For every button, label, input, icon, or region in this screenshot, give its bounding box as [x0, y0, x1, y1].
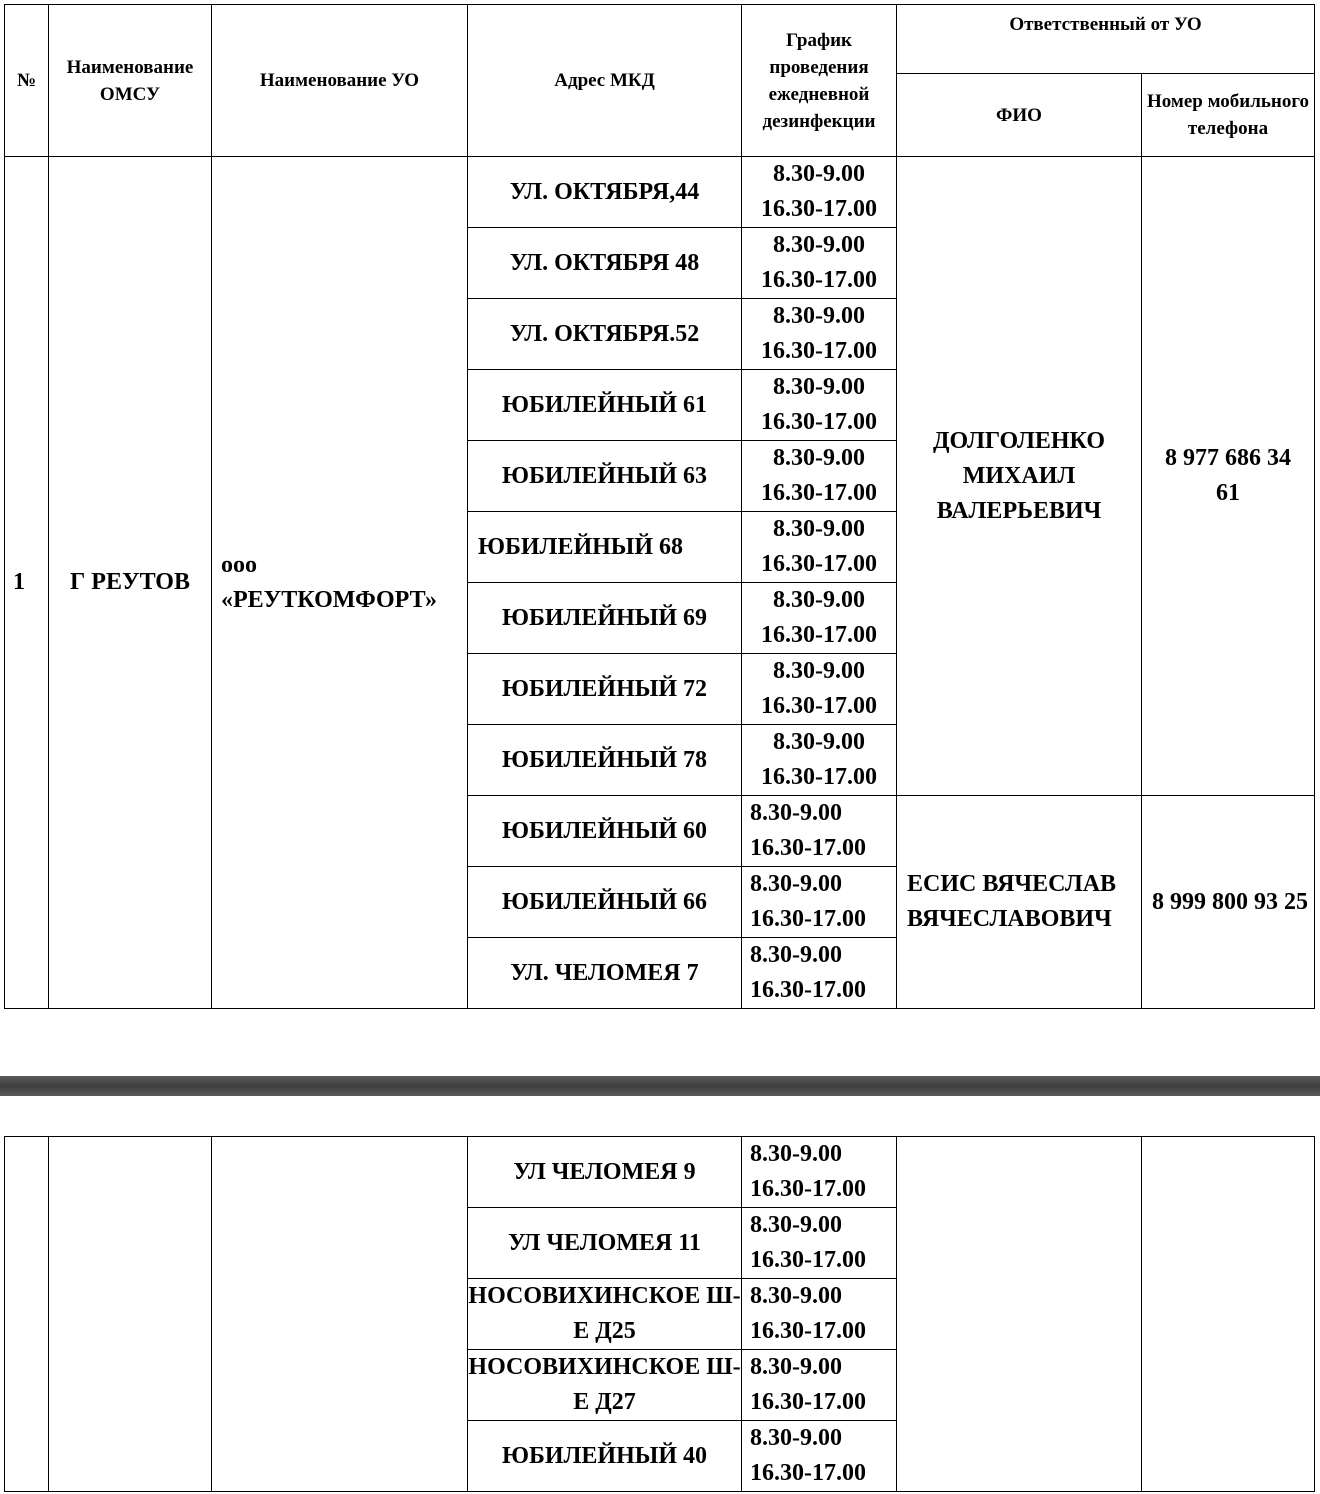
schedule-morning: 8.30-9.00 — [750, 1354, 842, 1380]
schedule-morning: 8.30-9.00 — [750, 1141, 842, 1167]
schedule-morning: 8.30-9.00 — [750, 871, 842, 897]
schedule-evening: 16.30-17.00 — [750, 1247, 866, 1273]
record-uo-line1: ооо — [221, 551, 257, 578]
page-separator — [0, 1076, 1320, 1096]
schedule-evening: 16.30-17.00 — [761, 551, 877, 577]
schedule-evening: 16.30-17.00 — [750, 1318, 866, 1344]
schedule-evening: 16.30-17.00 — [761, 480, 877, 506]
schedule-evening: 16.30-17.00 — [761, 338, 877, 364]
empty-uo-cell — [212, 1137, 468, 1492]
schedule-morning: 8.30-9.00 — [773, 729, 865, 755]
schedule-morning: 8.30-9.00 — [773, 445, 865, 471]
schedule-morning: 8.30-9.00 — [773, 516, 865, 542]
address-cell: ЮБИЛЕЙНЫЙ 60 — [468, 796, 742, 867]
responsible-fio-1: ДОЛГОЛЕНКО МИХАИЛ ВАЛЕРЬЕВИЧ — [897, 157, 1142, 796]
schedule-evening: 16.30-17.00 — [750, 1389, 866, 1415]
schedule-cell — [742, 1208, 897, 1279]
schedule-cell — [742, 725, 897, 796]
schedule-cell — [742, 938, 897, 1009]
address-cell: УЛ. ОКТЯБРЯ.52 — [468, 299, 742, 370]
address-cell: ЮБИЛЕЙНЫЙ 72 — [468, 654, 742, 725]
address-cell: ЮБИЛЕЙНЫЙ 66 — [468, 867, 742, 938]
schedule-morning: 8.30-9.00 — [773, 161, 865, 187]
header-phone: Номер мобильного телефона — [1142, 74, 1315, 157]
schedule-cell — [742, 867, 897, 938]
header-uo: Наименование УО — [212, 5, 468, 157]
schedule-cell — [742, 654, 897, 725]
schedule-evening: 16.30-17.00 — [750, 1460, 866, 1486]
schedule-morning: 8.30-9.00 — [750, 800, 842, 826]
schedule-morning: 8.30-9.00 — [750, 1212, 842, 1238]
schedule-morning: 8.30-9.00 — [773, 587, 865, 613]
schedule-morning: 8.30-9.00 — [773, 658, 865, 684]
header-omsu: Наименование ОМСУ — [49, 5, 212, 157]
schedule-cell — [742, 299, 897, 370]
schedule-cell — [742, 1137, 897, 1208]
schedule-evening: 16.30-17.00 — [761, 196, 877, 222]
page-1-body — [5, 157, 1315, 1009]
responsible-fio-2: ЕСИС ВЯЧЕСЛАВ ВЯЧЕСЛАВОВИЧ — [897, 796, 1142, 1009]
schedule-cell — [742, 1421, 897, 1492]
schedule-cell — [742, 157, 897, 228]
schedule-morning: 8.30-9.00 — [750, 1425, 842, 1451]
schedule-cell — [742, 370, 897, 441]
address-cell: УЛ ЧЕЛОМЕЯ 9 — [468, 1137, 742, 1208]
schedule-cell — [742, 1350, 897, 1421]
schedule-morning: 8.30-9.00 — [773, 303, 865, 329]
schedule-evening: 16.30-17.00 — [750, 906, 866, 932]
schedule-evening: 16.30-17.00 — [761, 267, 877, 293]
address-cell: НОСОВИХИНСКОЕ Ш-Е Д27 — [468, 1350, 742, 1421]
schedule-cell — [742, 441, 897, 512]
address-cell: УЛ. ОКТЯБРЯ 48 — [468, 228, 742, 299]
schedule-cell — [742, 228, 897, 299]
schedule-cell — [742, 796, 897, 867]
address-cell: УЛ. ЧЕЛОМЕЯ 7 — [468, 938, 742, 1009]
responsible-phone-2: 8 999 800 93 25 — [1142, 796, 1315, 1009]
page-2-body — [5, 1137, 1315, 1492]
schedule-morning: 8.30-9.00 — [773, 374, 865, 400]
empty-fio-cell — [897, 1137, 1142, 1492]
header-responsible: Ответственный от УО — [897, 5, 1315, 74]
schedule-evening: 16.30-17.00 — [761, 764, 877, 790]
header-no: № — [5, 5, 49, 157]
empty-phone-cell — [1142, 1137, 1315, 1492]
header-schedule: График проведения ежедневной дезинфекции — [742, 5, 897, 157]
address-cell: НОСОВИХИНСКОЕ Ш-Е Д25 — [468, 1279, 742, 1350]
schedule-evening: 16.30-17.00 — [761, 409, 877, 435]
header-fio: ФИО — [897, 74, 1142, 157]
empty-omsu-cell — [49, 1137, 212, 1492]
disinfection-table-page-2 — [4, 1136, 1315, 1492]
schedule-evening: 16.30-17.00 — [761, 622, 877, 648]
empty-no-cell — [5, 1137, 49, 1492]
schedule-cell — [742, 583, 897, 654]
address-cell: УЛ ЧЕЛОМЕЯ 11 — [468, 1208, 742, 1279]
record-no: 1 — [5, 157, 49, 1009]
address-cell: ЮБИЛЕЙНЫЙ 63 — [468, 441, 742, 512]
schedule-evening: 16.30-17.00 — [761, 693, 877, 719]
disinfection-table-page-1 — [4, 4, 1315, 1009]
header-address: Адрес МКД — [468, 5, 742, 157]
schedule-morning: 8.30-9.00 — [773, 232, 865, 258]
schedule-morning: 8.30-9.00 — [750, 1283, 842, 1309]
address-cell: УЛ. ОКТЯБРЯ,44 — [468, 157, 742, 228]
schedule-evening: 16.30-17.00 — [750, 835, 866, 861]
address-cell: ЮБИЛЕЙНЫЙ 69 — [468, 583, 742, 654]
record-uo — [212, 157, 468, 1009]
responsible-phone-1: 8 977 686 34 61 — [1142, 157, 1315, 796]
schedule-cell — [742, 1279, 897, 1350]
schedule-evening: 16.30-17.00 — [750, 977, 866, 1003]
record-uo-line2: «РЕУТКОМФОРТ» — [221, 586, 438, 613]
address-cell: ЮБИЛЕЙНЫЙ 61 — [468, 370, 742, 441]
address-cell: ЮБИЛЕЙНЫЙ 78 — [468, 725, 742, 796]
schedule-evening: 16.30-17.00 — [750, 1176, 866, 1202]
address-cell: ЮБИЛЕЙНЫЙ 68 — [468, 512, 742, 583]
record-omsu: Г РЕУТОВ — [49, 157, 212, 1009]
schedule-morning: 8.30-9.00 — [750, 942, 842, 968]
address-cell: ЮБИЛЕЙНЫЙ 40 — [468, 1421, 742, 1492]
schedule-cell — [742, 512, 897, 583]
